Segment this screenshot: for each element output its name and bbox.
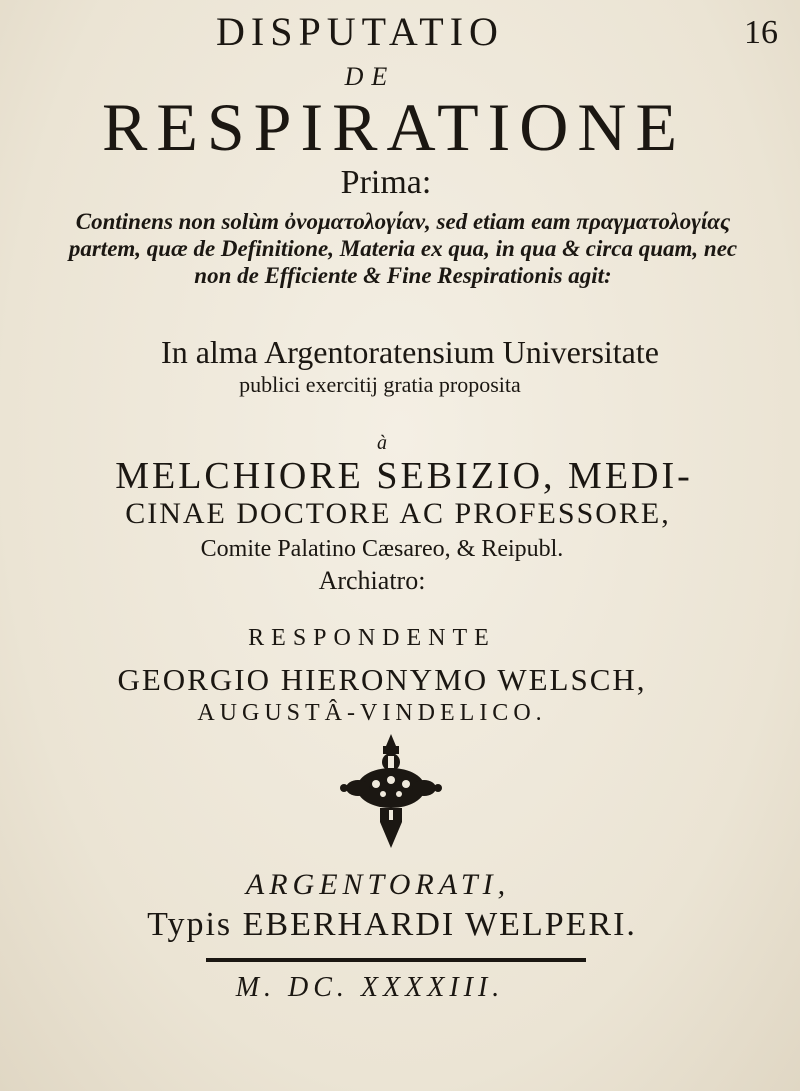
page-number: 16 (744, 14, 778, 51)
respondent-origin: AUGUSTÂ-VINDELICO. (197, 700, 547, 726)
title-respiratione: RESPIRATIONE (101, 89, 687, 165)
praeses-rank: Comite Palatino Cæsareo, & Reipubl. (200, 536, 564, 562)
respondent-name: GEORGIO HIERONYMO WELSCH, (117, 662, 647, 697)
respondente-label: RESPONDENTE (248, 625, 496, 651)
imprint-year: M. DC. XXXXIII. (235, 972, 505, 1003)
location-university: In alma Argentoratensium Universitate (161, 334, 659, 370)
argument-text: Continens non solùm ὀνοματολογίαν, sed etiam eam πραγματολογίας partem, quæ de Definitione, Materia ex qua, in qua & circa quam, nec non de Efficiente & Fine Respirationis agit: (68, 209, 738, 288)
printer-device-icon (336, 732, 446, 850)
praeses-archiatro: Archiatro: (318, 566, 426, 595)
imprint-printer: Typis EBERHARDI WELPERI. (147, 906, 637, 943)
title-de: DE (344, 62, 396, 91)
location-purpose: publici exercitij gratia proposita (239, 372, 521, 397)
imprint-city: ARGENTORATI, (245, 868, 511, 901)
praeses-name: MELCHIORE SEBIZIO, MEDI- (115, 455, 693, 497)
preposition-a: à (377, 432, 387, 454)
divider-rule (206, 958, 586, 962)
praeses-title: CINAE DOCTORE AC PROFESSORE, (125, 497, 671, 530)
title-disputatio: DISPUTATIO (216, 9, 504, 54)
title-prima: Prima: (340, 164, 432, 201)
